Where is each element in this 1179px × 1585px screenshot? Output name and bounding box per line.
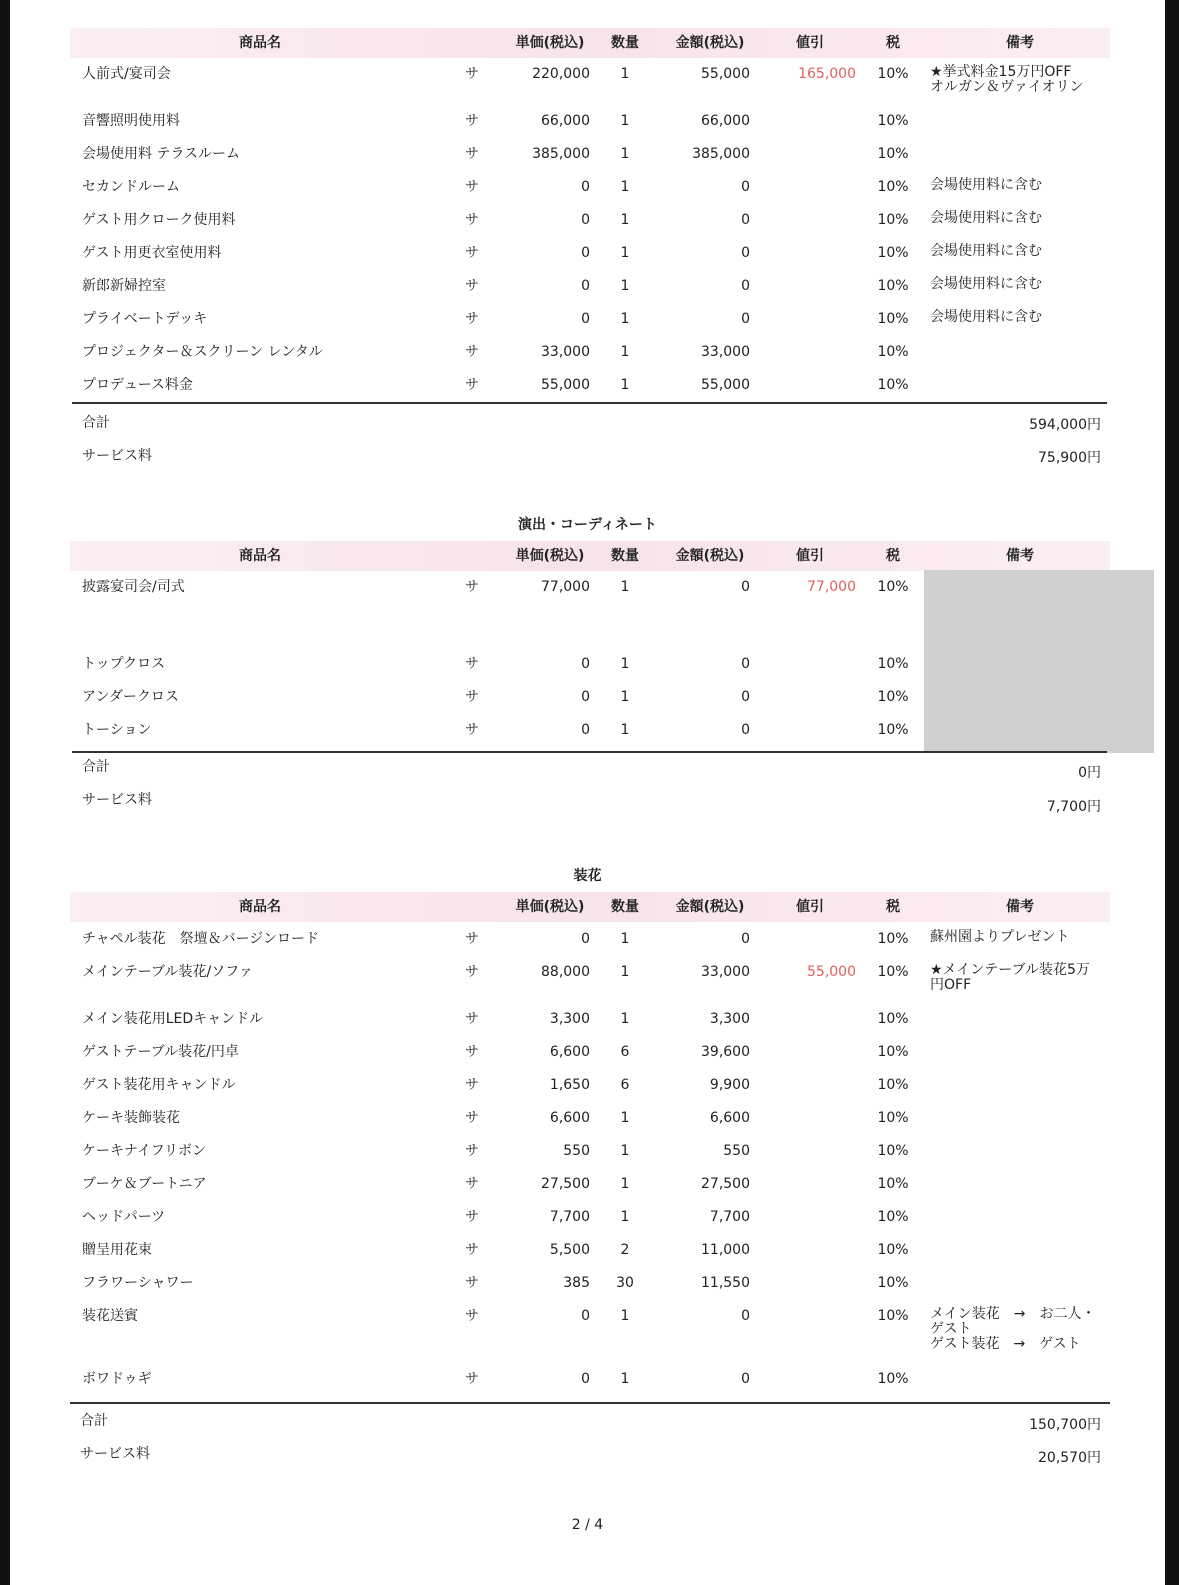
item-quantity: 1	[620, 1110, 630, 1126]
item-unit-price: 220,000	[532, 66, 590, 82]
item-type: サ	[465, 113, 479, 129]
item-type: サ	[465, 1077, 479, 1093]
header-note: 備考	[1006, 899, 1034, 915]
header-tax: 税	[886, 899, 900, 915]
item-tax: 10%	[877, 1242, 909, 1258]
header-tax: 税	[886, 35, 900, 51]
table-row	[70, 1010, 1110, 1030]
item-unit-price: 77,000	[541, 579, 590, 595]
item-tax: 10%	[877, 1209, 909, 1225]
item-unit-price: 55,000	[541, 377, 590, 393]
item-amount: 55,000	[701, 66, 750, 82]
table-row	[70, 1306, 1110, 1352]
item-quantity: 1	[620, 66, 630, 82]
header-name: 商品名	[239, 548, 281, 564]
item-unit-price: 385	[563, 1275, 590, 1291]
item-type: サ	[465, 1110, 479, 1126]
item-type: サ	[465, 179, 479, 195]
item-name: ケーキ装飾装花	[82, 1110, 180, 1126]
header-discount: 値引	[796, 35, 824, 51]
item-type: サ	[465, 377, 479, 393]
item-unit-price: 3,300	[549, 1011, 590, 1027]
item-tax: 10%	[877, 1176, 909, 1192]
item-quantity: 1	[620, 579, 630, 595]
item-type: サ	[465, 1275, 479, 1291]
item-name: セカンドルーム	[82, 179, 180, 195]
item-unit-price: 0	[581, 245, 590, 261]
item-note: 会場使用料に含む	[930, 276, 1042, 292]
item-quantity: 2	[620, 1242, 630, 1258]
item-name: メインテーブル装花/ソファ	[82, 964, 253, 980]
item-quantity: 1	[620, 964, 630, 980]
item-tax: 10%	[877, 245, 909, 261]
item-type: サ	[465, 1011, 479, 1027]
service-label: サービス料	[82, 792, 152, 808]
item-amount: 550	[723, 1143, 750, 1159]
item-name: トーション	[82, 722, 152, 738]
item-unit-price: 5,500	[549, 1242, 590, 1258]
table-header	[70, 28, 1110, 58]
item-amount: 7,700	[709, 1209, 750, 1225]
item-quantity: 1	[620, 1143, 630, 1159]
item-tax: 10%	[877, 1371, 909, 1387]
item-amount: 0	[741, 245, 750, 261]
item-amount: 27,500	[701, 1176, 750, 1192]
page-number: 2 / 4	[571, 1517, 604, 1533]
item-unit-price: 6,600	[549, 1044, 590, 1060]
item-type: サ	[465, 1308, 479, 1324]
item-quantity: 1	[620, 722, 630, 738]
item-discount: 165,000	[798, 66, 856, 82]
item-amount: 0	[741, 931, 750, 947]
item-tax: 10%	[877, 278, 909, 294]
item-type: サ	[465, 1044, 479, 1060]
item-type: サ	[465, 579, 479, 595]
item-tax: 10%	[877, 579, 909, 595]
item-unit-price: 0	[581, 689, 590, 705]
table-row	[70, 578, 1110, 598]
item-name: プライベートデッキ	[82, 311, 208, 327]
item-type: サ	[465, 146, 479, 162]
item-unit-price: 0	[581, 1308, 590, 1324]
item-name: 音響照明使用料	[82, 113, 180, 129]
header-discount: 値引	[796, 899, 824, 915]
table-row	[70, 1076, 1110, 1096]
item-amount: 66,000	[701, 113, 750, 129]
document-page	[10, 0, 1165, 1585]
item-note: 会場使用料に含む	[930, 243, 1042, 259]
item-name: チャペル装花 祭壇＆バージンロード	[82, 931, 319, 947]
item-name: ゲスト用クローク使用料	[82, 212, 236, 228]
item-name: ブーケ＆ブートニア	[82, 1176, 207, 1192]
item-amount: 0	[741, 1371, 750, 1387]
total-label: 合計	[82, 759, 110, 775]
item-quantity: 6	[620, 1077, 630, 1093]
item-note: 蘇州園よりプレゼント	[930, 929, 1070, 945]
item-amount: 6,600	[709, 1110, 750, 1126]
item-tax: 10%	[877, 1011, 909, 1027]
total-rule	[72, 402, 1107, 404]
item-amount: 0	[741, 722, 750, 738]
item-type: サ	[465, 1176, 479, 1192]
item-tax: 10%	[877, 344, 909, 360]
item-note: ★挙式料金15万円OFF オルガン＆ヴァイオリン	[930, 64, 1084, 95]
header-quantity: 数量	[611, 35, 639, 51]
service-label: サービス料	[82, 448, 152, 464]
item-quantity: 1	[620, 689, 630, 705]
item-tax: 10%	[877, 311, 909, 327]
item-note: ★メインテーブル装花5万 円OFF	[930, 962, 1090, 993]
item-type: サ	[465, 245, 479, 261]
header-note: 備考	[1006, 35, 1034, 51]
item-unit-price: 0	[581, 212, 590, 228]
total-value: 594,000円	[1029, 417, 1101, 433]
header-tax: 税	[886, 548, 900, 564]
item-amount: 0	[741, 689, 750, 705]
table-row	[70, 277, 1110, 297]
table-row	[70, 1241, 1110, 1261]
item-unit-price: 0	[581, 656, 590, 672]
total-rule	[70, 1402, 1110, 1404]
item-quantity: 1	[620, 1209, 630, 1225]
item-amount: 0	[741, 278, 750, 294]
item-unit-price: 385,000	[532, 146, 590, 162]
item-name: プロデュース料金	[82, 377, 193, 393]
header-quantity: 数量	[611, 548, 639, 564]
table-row	[70, 688, 1110, 708]
item-quantity: 1	[620, 311, 630, 327]
item-type: サ	[465, 278, 479, 294]
table-header	[70, 541, 1110, 571]
item-unit-price: 0	[581, 931, 590, 947]
service-label: サービス料	[80, 1446, 150, 1462]
item-tax: 10%	[877, 146, 909, 162]
item-tax: 10%	[877, 689, 909, 705]
table-row	[70, 962, 1110, 993]
item-unit-price: 66,000	[541, 113, 590, 129]
item-type: サ	[465, 311, 479, 327]
item-quantity: 1	[620, 245, 630, 261]
item-note: 会場使用料に含む	[930, 177, 1042, 193]
item-amount: 55,000	[701, 377, 750, 393]
item-type: サ	[465, 66, 479, 82]
item-unit-price: 0	[581, 722, 590, 738]
item-tax: 10%	[877, 1308, 909, 1324]
item-discount: 77,000	[807, 579, 856, 595]
item-name: アンダークロス	[82, 689, 179, 705]
item-quantity: 1	[620, 146, 630, 162]
item-tax: 10%	[877, 179, 909, 195]
item-amount: 0	[741, 179, 750, 195]
item-amount: 11,000	[701, 1242, 750, 1258]
section-title: 演出・コーディネート	[518, 517, 657, 533]
header-amount: 金額(税込)	[675, 899, 745, 915]
table-header	[70, 892, 1110, 922]
item-name: 人前式/宴司会	[82, 66, 171, 82]
item-name: ゲストテーブル装花/円卓	[82, 1044, 239, 1060]
header-amount: 金額(税込)	[675, 35, 745, 51]
item-type: サ	[465, 1209, 479, 1225]
table-row	[70, 1370, 1110, 1390]
table-row	[70, 178, 1110, 198]
item-amount: 3,300	[709, 1011, 750, 1027]
item-type: サ	[465, 964, 479, 980]
total-label: 合計	[82, 415, 110, 431]
item-name: プロジェクター＆スクリーン レンタル	[82, 344, 323, 360]
item-amount: 0	[741, 212, 750, 228]
item-tax: 10%	[877, 722, 909, 738]
item-tax: 10%	[877, 1110, 909, 1126]
item-quantity: 1	[620, 656, 630, 672]
item-quantity: 1	[620, 113, 630, 129]
header-discount: 値引	[796, 548, 824, 564]
item-amount: 0	[741, 656, 750, 672]
item-unit-price: 6,600	[549, 1110, 590, 1126]
table-row	[70, 343, 1110, 363]
total-rule	[72, 751, 1107, 753]
table-row	[70, 655, 1110, 675]
item-name: ゲスト用更衣室使用料	[82, 245, 222, 261]
item-quantity: 1	[620, 1371, 630, 1387]
service-value: 7,700円	[1046, 799, 1101, 815]
header-quantity: 数量	[611, 899, 639, 915]
table-row	[70, 721, 1110, 741]
item-type: サ	[465, 1371, 479, 1387]
item-amount: 0	[741, 1308, 750, 1324]
item-amount: 385,000	[692, 146, 750, 162]
item-tax: 10%	[877, 1275, 909, 1291]
table-row	[70, 1109, 1110, 1129]
item-discount: 55,000	[807, 964, 856, 980]
item-tax: 10%	[877, 212, 909, 228]
item-amount: 33,000	[701, 344, 750, 360]
item-tax: 10%	[877, 964, 909, 980]
table-row	[70, 1142, 1110, 1162]
table-row	[70, 1043, 1110, 1063]
item-type: サ	[465, 689, 479, 705]
item-name: 会場使用料 テラスルーム	[82, 146, 241, 162]
item-unit-price: 1,650	[549, 1077, 590, 1093]
header-note: 備考	[1006, 548, 1034, 564]
item-quantity: 1	[620, 377, 630, 393]
service-value: 20,570円	[1038, 1450, 1101, 1466]
item-type: サ	[465, 212, 479, 228]
item-tax: 10%	[877, 931, 909, 947]
item-quantity: 1	[620, 278, 630, 294]
item-name: ヘッドパーツ	[82, 1209, 166, 1225]
item-unit-price: 0	[581, 179, 590, 195]
item-unit-price: 550	[563, 1143, 590, 1159]
total-value: 150,700円	[1029, 1417, 1101, 1433]
table-row	[70, 145, 1110, 165]
table-row	[70, 1274, 1110, 1294]
item-unit-price: 7,700	[549, 1209, 590, 1225]
service-value: 75,900円	[1038, 450, 1101, 466]
item-name: ケーキナイフリボン	[82, 1143, 207, 1159]
item-name: メイン装花用LEDキャンドル	[82, 1011, 264, 1027]
item-unit-price: 0	[581, 1371, 590, 1387]
item-name: トップクロス	[82, 656, 166, 672]
item-name: フラワーシャワー	[82, 1275, 194, 1291]
table-row	[70, 376, 1110, 396]
item-type: サ	[465, 931, 479, 947]
item-type: サ	[465, 1143, 479, 1159]
item-quantity: 1	[620, 344, 630, 360]
item-unit-price: 0	[581, 278, 590, 294]
item-name: 新郎新婦控室	[82, 278, 166, 294]
item-tax: 10%	[877, 113, 909, 129]
table-row	[70, 211, 1110, 231]
item-amount: 9,900	[709, 1077, 750, 1093]
item-quantity: 30	[616, 1275, 634, 1291]
item-quantity: 1	[620, 1011, 630, 1027]
item-note: 会場使用料に含む	[930, 309, 1042, 325]
total-value: 0円	[1078, 765, 1101, 781]
item-note: 会場使用料に含む	[930, 210, 1042, 226]
table-row	[70, 930, 1110, 950]
item-name: ボワドゥギ	[82, 1371, 152, 1387]
item-name: 装花送賓	[82, 1308, 138, 1324]
item-quantity: 6	[620, 1044, 630, 1060]
item-quantity: 1	[620, 179, 630, 195]
header-unit-price: 単価(税込)	[515, 35, 585, 51]
item-tax: 10%	[877, 1044, 909, 1060]
item-tax: 10%	[877, 1143, 909, 1159]
item-unit-price: 88,000	[541, 964, 590, 980]
item-type: サ	[465, 1242, 479, 1258]
table-row	[70, 1208, 1110, 1228]
item-name: ゲスト装花用キャンドル	[82, 1077, 236, 1093]
item-unit-price: 33,000	[541, 344, 590, 360]
item-note: メイン装花 → お二人・ ゲスト ゲスト装花 → ゲスト	[930, 1306, 1096, 1352]
item-amount: 39,600	[701, 1044, 750, 1060]
item-quantity: 1	[620, 212, 630, 228]
header-unit-price: 単価(税込)	[515, 899, 585, 915]
item-amount: 0	[741, 311, 750, 327]
item-unit-price: 0	[581, 311, 590, 327]
table-row	[70, 1175, 1110, 1195]
table-row	[70, 64, 1110, 95]
section-title: 装花	[573, 868, 602, 884]
table-row	[70, 244, 1110, 264]
item-tax: 10%	[877, 656, 909, 672]
item-quantity: 1	[620, 931, 630, 947]
item-type: サ	[465, 656, 479, 672]
item-name: 披露宴司会/司式	[82, 579, 185, 595]
item-amount: 33,000	[701, 964, 750, 980]
item-tax: 10%	[877, 66, 909, 82]
header-name: 商品名	[239, 35, 281, 51]
table-row	[70, 310, 1110, 330]
table-row	[70, 112, 1110, 132]
item-type: サ	[465, 722, 479, 738]
item-quantity: 1	[620, 1308, 630, 1324]
header-unit-price: 単価(税込)	[515, 548, 585, 564]
item-type: サ	[465, 344, 479, 360]
item-name: 贈呈用花束	[82, 1242, 152, 1258]
total-label: 合計	[80, 1413, 108, 1429]
item-quantity: 1	[620, 1176, 630, 1192]
item-amount: 11,550	[701, 1275, 750, 1291]
header-amount: 金額(税込)	[675, 548, 745, 564]
item-amount: 0	[741, 579, 750, 595]
item-unit-price: 27,500	[541, 1176, 590, 1192]
item-tax: 10%	[877, 377, 909, 393]
header-name: 商品名	[239, 899, 281, 915]
item-tax: 10%	[877, 1077, 909, 1093]
